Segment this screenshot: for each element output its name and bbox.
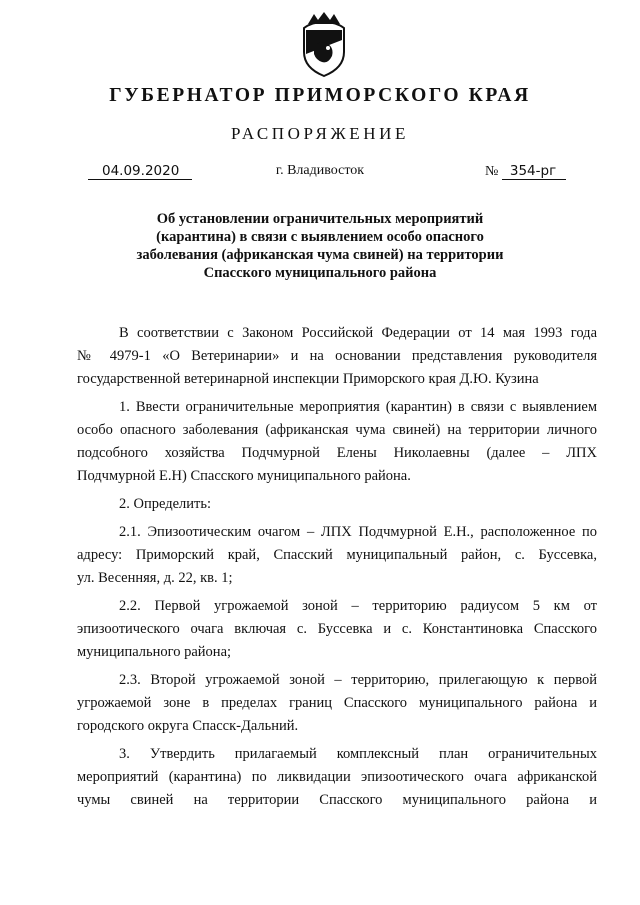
paragraph-line: 2.2. Первой угрожаемой зоной – территорию радиусом 5 км от xyxy=(119,598,597,614)
paragraph xyxy=(77,493,597,516)
paragraph-line: 2.1. Эпизоотическим очагом – ЛПХ Подчмурной Е.Н., расположенное по xyxy=(119,524,597,540)
paragraph xyxy=(77,521,597,590)
heading-line: Спасского муниципального района xyxy=(203,265,437,281)
document-number xyxy=(485,163,577,180)
paragraph xyxy=(77,743,597,812)
paragraph-line: Подчмурной Е.Н) Спасского муниципального района. xyxy=(77,468,411,484)
paragraph xyxy=(77,396,597,488)
paragraph-line: эпизоотического очага включая с. Буссевка и с. Константиновка Спасского xyxy=(77,621,597,637)
document-date: 04.09.2020 xyxy=(88,163,192,180)
document-body xyxy=(77,322,597,817)
number-label: № xyxy=(485,164,499,179)
paragraph-line: В соответствии с Законом Российской Федерации от 14 мая 1993 года xyxy=(119,325,597,341)
heading-line: Об установлении ограничительных мероприятий xyxy=(156,211,484,227)
governor-title: ГУБЕРНАТОР ПРИМОРСКОГО КРАЯ xyxy=(109,85,531,106)
heading-line: (карантина) в связи с выявлением особо опасного xyxy=(156,229,484,245)
paragraph xyxy=(77,669,597,738)
paragraph-line: 2. Определить: xyxy=(119,496,212,512)
paragraph xyxy=(77,322,597,391)
paragraph-line: 2.3. Второй угрожаемой зоной – территорию, прилегающую к первой xyxy=(119,672,597,688)
paragraph-line: подсобного хозяйства Подчмурной Елены Николаевны (далее – ЛПХ xyxy=(77,445,597,461)
paragraph-line: 1. Ввести ограничительные мероприятия (карантин) в связи с выявлением xyxy=(119,399,597,415)
paragraph-line: государственной ветеринарной инспекции Приморского края Д.Ю. Кузина xyxy=(77,371,539,387)
paragraph-line: № 4979-1 «О Ветеринарии» и на основании представления руководителя xyxy=(77,348,597,364)
paragraph-line: особо опасного заболевания (африканская чума свиней) на территории личного xyxy=(77,422,597,438)
document-heading xyxy=(120,210,520,282)
heading-line: заболевания (африканская чума свиней) на территории xyxy=(136,247,504,263)
paragraph-line: ул. Весенняя, д. 22, кв. 1; xyxy=(77,570,233,586)
document-type: РАСПОРЯЖЕНИЕ xyxy=(230,124,410,143)
paragraph-line: мероприятий (карантина) по ликвидации эпизоотического очага африканской xyxy=(77,769,597,785)
paragraph-line: 3. Утвердить прилагаемый комплексный план ограничительных xyxy=(119,746,597,762)
document-city: г. Владивосток xyxy=(275,163,365,178)
number-value: 354-рг xyxy=(502,163,566,180)
paragraph-line: угрожаемой зоне в пределах границ Спасского муниципального района и xyxy=(77,695,597,711)
coat-of-arms-icon xyxy=(298,10,350,78)
paragraph-line: адресу: Приморский край, Спасский муниципальный район, с. Буссевка, xyxy=(77,547,597,563)
paragraph-line: городского округа Спасск-Дальний. xyxy=(77,718,299,734)
paragraph-line: чумы свиней на территории Спасского муниципального района и xyxy=(77,792,597,808)
paragraph-line: муниципального района; xyxy=(77,644,232,660)
paragraph xyxy=(77,595,597,664)
